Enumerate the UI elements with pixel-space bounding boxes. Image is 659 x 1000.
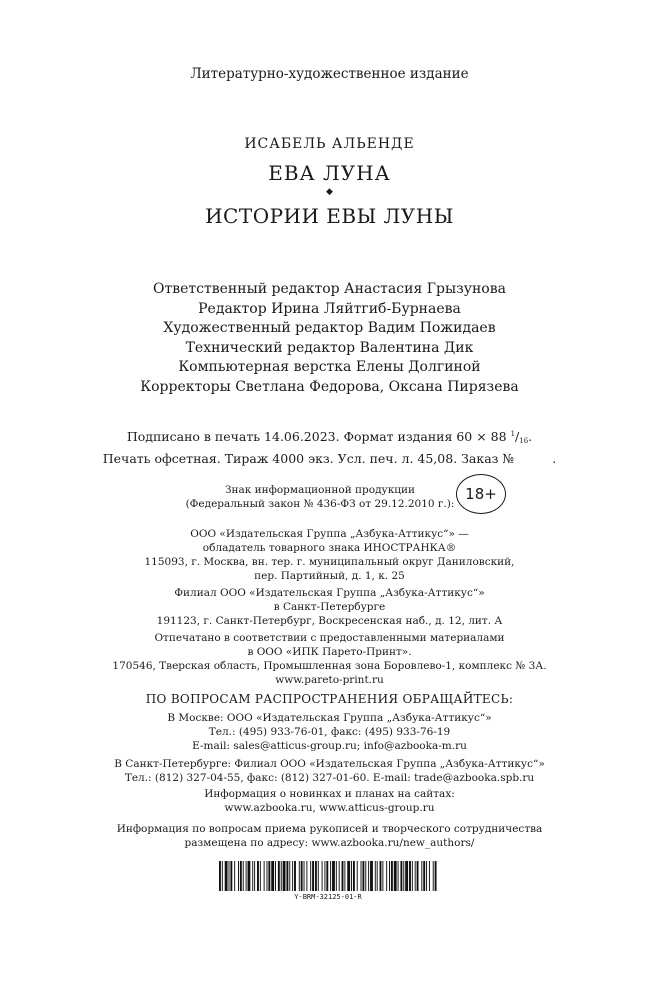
credit-line: Ответственный редактор Анастасия Грызунова [153, 281, 506, 297]
distribution-line: В Москве: ООО «Издательская Группа „Азбука-Аттикус“» [167, 712, 492, 724]
info-product-label: Знак информационной продукции [224, 484, 416, 496]
distribution-line: В Санкт-Петербурге: Филиал ООО «Издательская Группа „Азбука-Аттикус“» [114, 758, 545, 770]
distribution-line: Тел.: (495) 933-76-01, факс: (495) 933-76-19 [208, 726, 451, 738]
credit-line: Редактор Ирина Ляйтгиб-Бурнаева [198, 300, 461, 317]
book-title-primary: ЕВА ЛУНА [268, 161, 391, 185]
print-run-text: Печать офсетная. Тираж 4000 экз. Усл. печ. л. 45,08. Заказ № [102, 451, 515, 466]
branch-line: Филиал ООО «Издательская Группа „Азбука-Аттикус“» [174, 587, 485, 599]
manuscripts-link[interactable]: размещена по адресу: www.azbooka.ru/new_authors/ [184, 837, 475, 849]
print-info [0, 425, 659, 468]
news-websites-link[interactable]: www.azbooka.ru, www.atticus-group.ru [224, 802, 435, 814]
manuscripts-line: Информация по вопросам приема рукописей и творческого сотрудничества [116, 823, 543, 835]
printer-line: в ООО «ИПК Парето-Принт». [247, 646, 412, 658]
distribution-email[interactable]: E-mail: sales@atticus-group.ru; info@azbooka-m.ru [192, 740, 467, 752]
branch-line: в Санкт-Петербурге [273, 601, 386, 613]
print-info-line-2 [0, 450, 659, 468]
format-fraction-denominator: 16 [519, 437, 529, 445]
format-fraction-slash: / [515, 429, 520, 444]
printer-line: Отпечатано в соответствии с предоставленными материалами [154, 632, 505, 644]
info-product-sign [185, 483, 455, 511]
format-fraction-numerator: 1 [510, 430, 516, 438]
distribution-heading: ПО ВОПРОСАМ РАСПРОСТРАНЕНИЯ ОБРАЩАЙТЕСЬ: [145, 692, 514, 706]
manuscripts-info [0, 822, 659, 850]
publisher-line: обладатель товарного знака ИНОСТРАНКА® [202, 542, 457, 554]
editorial-credits [0, 280, 659, 397]
print-info-line-1 [0, 425, 659, 450]
info-product-law: (Федеральный закон № 436-ФЗ от 29.12.2010 г.): [185, 498, 455, 510]
news-info [0, 787, 659, 815]
diamond-separator-icon: ◆ [326, 187, 333, 197]
credit-line: Технический редактор Валентина Дик [185, 339, 474, 356]
printer-line: 170546, Тверская область, Промышленная зона Боровлево-1, комплекс № 3А. [112, 660, 547, 672]
author-name: ИСАБЕЛЬ АЛЬЕНДЕ [244, 136, 415, 152]
distribution-moscow [0, 711, 659, 753]
credit-line: Компьютерная верстка Елены Долгиной [178, 359, 481, 375]
credit-line: Художественный редактор Вадим Пожидаев [163, 320, 496, 336]
publisher-line: пер. Партийный, д. 1, к. 25 [254, 570, 405, 582]
order-number-period: . [552, 451, 557, 466]
publisher-line: ООО «Издательская Группа „Азбука-Аттикус“» — [190, 528, 469, 540]
printer-info [0, 631, 659, 687]
distribution-contact[interactable]: Тел.: (812) 327-04-55, факс: (812) 327-01-60. E-mail: trade@azbooka.spb.ru [124, 772, 535, 784]
edition-type: Литературно-художественное издание [190, 66, 469, 82]
barcode-text: Y-BRM-32125-01-R [294, 893, 362, 901]
printer-website-link[interactable]: www.pareto-print.ru [275, 674, 384, 686]
barcode-icon [219, 861, 437, 891]
publisher-line: 115093, г. Москва, вн. тер. г. муниципальный округ Даниловский, [144, 556, 515, 568]
print-format-period: . [528, 429, 533, 444]
credit-line: Корректоры Светлана Федорова, Оксана Пирязева [140, 378, 519, 395]
branch-info [0, 586, 659, 628]
book-title-secondary: ИСТОРИИ ЕВЫ ЛУНЫ [205, 204, 454, 228]
age-rating-badge: 18+ [456, 474, 506, 514]
publisher-info [0, 527, 659, 583]
branch-line: 191123, г. Санкт-Петербург, Воскресенская наб., д. 12, лит. А [156, 615, 503, 627]
news-line: Информация о новинках и планах на сайтах: [204, 788, 455, 800]
print-format-text: Подписано в печать 14.06.2023. Формат издания 60 × 88 [126, 429, 511, 444]
distribution-spb [0, 757, 659, 785]
